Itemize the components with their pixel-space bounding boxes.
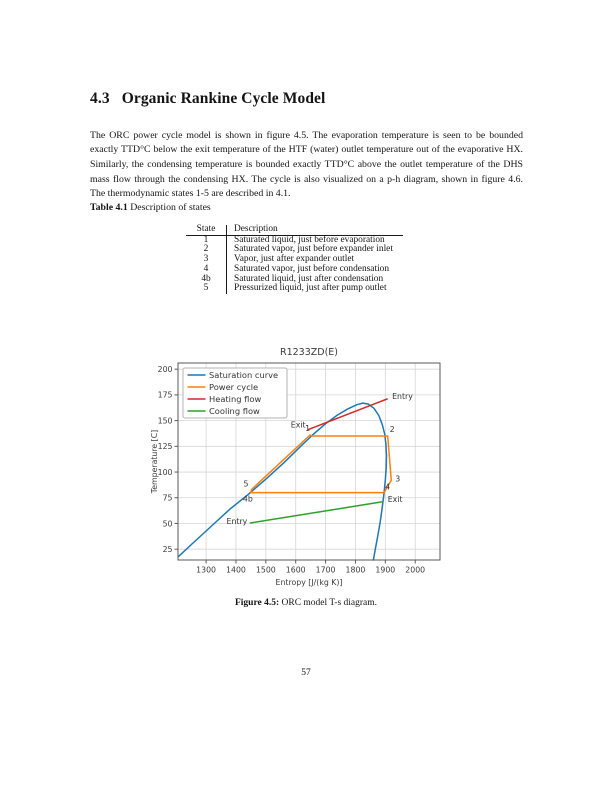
table-row [186, 284, 403, 294]
table-header-row [186, 225, 403, 235]
tick-label-x: 1400 [226, 565, 246, 575]
state-cell: 4b [186, 275, 227, 285]
body-paragraph: The ORC power cycle model is shown in figure 4.5. The evaporation temperature is seen to be bounded exactly TTD°C below the exit temperature of the HTF (water) outlet temperature out of the evaporative HX. Similarly, the condensing temperature is bounded exactly TTD°C above the outlet temperature of the DHS mass flow through the condensing HX. The cycle is also visualized on a p-h diagram, shown in figure 4.6. The thermodynamic states 1-5 are described in 4.1. [90, 129, 523, 200]
description-cell: Saturated liquid, just after condensation [234, 273, 384, 284]
tick-label-y: 125 [157, 442, 173, 452]
state-cell: 3 [186, 255, 227, 265]
section-heading [90, 90, 325, 108]
header-description: Description [227, 225, 403, 235]
states-table [186, 225, 403, 294]
header-state: State [186, 225, 227, 235]
tick-label-x: 2000 [405, 565, 426, 575]
series-cooling-flow [250, 502, 381, 523]
state-cell: 1 [186, 235, 227, 245]
annotation-3: 3 [395, 474, 401, 484]
legend-label-saturation-curve: Saturation curve [209, 370, 279, 380]
annotation-4b: 4b [242, 494, 253, 504]
ts-diagram-chart [148, 342, 470, 587]
state-cell: 4 [186, 265, 227, 275]
annotation-exit: Exit [290, 420, 306, 430]
legend-label-cooling-flow: Cooling flow [209, 406, 260, 416]
section-number: 4.3 [90, 90, 110, 107]
y-axis-label: Temperature [C] [150, 429, 159, 494]
tick-label-x: 1300 [196, 565, 217, 575]
description-cell: Vapor, just after expander outlet [234, 254, 355, 265]
figure-caption-text: ORC model T-s diagram. [279, 598, 378, 608]
annotation-entry: Entry [226, 516, 248, 526]
table-number: Table 4.1 [90, 202, 128, 213]
description-cell: Pressurized liquid, just after pump outlet [234, 283, 387, 294]
series-heating-flow [309, 399, 388, 429]
description-cell: Saturated liquid, just before evaporation [234, 234, 385, 245]
annotation-entry: Entry [392, 392, 413, 402]
tick-label-y: 75 [162, 493, 173, 503]
legend-label-power-cycle: Power cycle [209, 382, 259, 392]
page-number: 57 [301, 668, 311, 678]
tick-label-x: 1600 [285, 565, 306, 575]
tick-label-y: 150 [157, 416, 173, 426]
table-caption-text: Description of states [127, 202, 211, 213]
tick-label-x: 1800 [345, 565, 366, 575]
state-cell: 2 [186, 245, 227, 255]
tick-label-y: 175 [157, 390, 173, 400]
tick-label-y: 50 [162, 519, 173, 529]
x-axis-label: Entropy [J/(kg K)] [275, 578, 343, 587]
annotation-1: 1 [305, 424, 311, 434]
description-cell: Saturated vapor, just before expander inlet [234, 244, 393, 255]
table-caption [90, 202, 211, 213]
annotation-4: 4 [385, 482, 391, 492]
annotation-exit: Exit [387, 494, 403, 504]
tick-label-y: 200 [157, 364, 173, 374]
tick-label-y: 100 [157, 467, 173, 477]
tick-label-x: 1900 [375, 565, 396, 575]
annotation-5: 5 [243, 479, 249, 489]
tick-label-y: 25 [162, 544, 173, 554]
state-cell: 5 [186, 284, 227, 294]
figure-container [148, 342, 470, 587]
description-cell: Saturated vapor, just before condensation [234, 263, 390, 274]
figure-caption [0, 598, 612, 608]
legend-label-heating-flow: Heating flow [209, 394, 262, 404]
series-power-cycle [251, 435, 391, 493]
states-table-body [186, 235, 403, 294]
figure-number: Figure 4.5: [234, 598, 280, 608]
tick-label-x: 1700 [315, 565, 336, 575]
section-title: Organic Rankine Cycle Model [121, 90, 326, 107]
chart-title: R1233ZD(E) [279, 347, 339, 358]
tick-label-x: 1500 [255, 565, 276, 575]
annotation-2: 2 [389, 425, 395, 435]
